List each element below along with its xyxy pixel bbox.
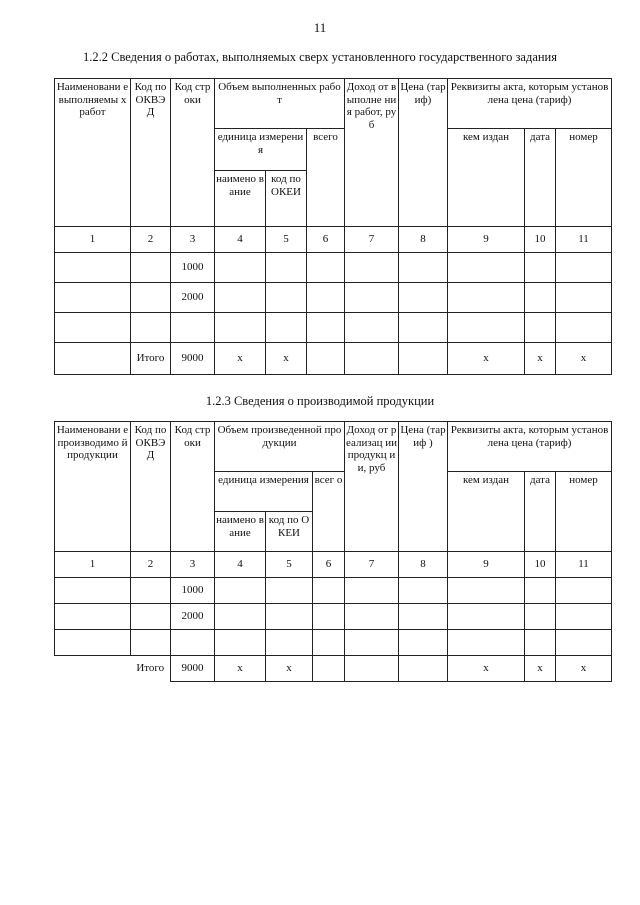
row-code: 1000 [171,578,215,604]
header-number: номер [556,129,612,227]
header-okved: Код по ОКВЭ Д [131,422,171,552]
col-number: 5 [266,227,307,253]
total-cell [307,343,345,375]
table-row [55,578,612,604]
table-row [55,283,612,313]
col-number: 1 [55,552,131,578]
header-income: Доход от выполне ния работ, руб [345,79,399,227]
header-product-name: Наименовани е производимо й продукции [55,422,131,552]
header-row-code: Код строки [171,422,215,552]
header-okved: Код по ОКВЭ Д [131,79,171,227]
row-code: 1000 [171,253,215,283]
header-volume: Объем произведенной продукции [215,422,345,472]
header-okei: код по ОКЕИ [266,171,307,227]
total-cell: x [266,656,313,682]
row-code: 2000 [171,283,215,313]
header-row-code: Код строки [171,79,215,227]
total-cell: x [215,656,266,682]
total-cell [313,656,345,682]
total-cell: x [525,343,556,375]
header-issued-by: кем издан [448,129,525,227]
col-number: 2 [131,552,171,578]
total-cell: x [556,343,612,375]
header-volume: Объем выполненных работ [215,79,345,129]
col-number: 9 [448,552,525,578]
total-row [55,656,612,682]
col-number: 7 [345,552,399,578]
col-number: 8 [399,227,448,253]
header-unit: единица измерения [215,129,307,171]
section-title-products: 1.2.3 Сведения о производимой продукции [205,394,435,408]
section-title-works: 1.2.2 Сведения о работах, выполняемых сверх установленного государственного задания [82,50,557,64]
header-date: дата [525,472,556,552]
column-numbers-row [55,227,612,253]
total-cell: x [266,343,307,375]
col-number: 1 [55,227,131,253]
header-total: всего [307,129,345,227]
col-number: 9 [448,227,525,253]
total-label: Итого [136,662,165,675]
col-number: 8 [399,552,448,578]
header-date: дата [525,129,556,227]
page-number: 11 [313,20,327,35]
column-numbers-row [55,552,612,578]
row-code [171,313,215,343]
header-unit-name: наимено вание [215,512,266,552]
header-price: Цена (тариф) [399,79,448,227]
total-cell: x [215,343,266,375]
col-number: 3 [171,227,215,253]
header-okei: код по ОКЕИ [266,512,313,552]
total-cell [345,343,399,375]
total-cell: x [525,656,556,682]
col-number: 4 [215,552,266,578]
works-table [54,78,612,375]
col-number: 6 [307,227,345,253]
row-code [171,630,215,656]
header-price: Цена (тариф ) [399,422,448,552]
header-act-details: Реквизиты акта, которым установлена цена (тариф) [448,422,612,472]
table-row [55,253,612,283]
header-act-details: Реквизиты акта, которым установлена цена (тариф) [448,79,612,129]
table-row [55,604,612,630]
col-number: 7 [345,227,399,253]
total-code: 9000 [171,343,215,375]
header-unit: единица измерения [215,472,313,512]
col-number: 11 [556,227,612,253]
total-cell [399,656,448,682]
total-cell: x [556,656,612,682]
total-cell: x [448,656,525,682]
total-row [55,343,612,375]
col-number: 5 [266,552,313,578]
header-issued-by: кем издан [448,472,525,552]
total-label: Итого [131,343,171,375]
col-number: 10 [525,552,556,578]
col-number: 11 [556,552,612,578]
row-code: 2000 [171,604,215,630]
col-number: 2 [131,227,171,253]
col-number: 3 [171,552,215,578]
header-income: Доход от реализац ии продукц ии, руб [345,422,399,552]
table-row [55,313,612,343]
total-code: 9000 [171,656,215,682]
total-cell [399,343,448,375]
col-number: 6 [313,552,345,578]
table-row [55,630,612,656]
header-work-name: Наименовани е выполняемы х работ [55,79,131,227]
col-number: 4 [215,227,266,253]
header-total: всег о [313,472,345,552]
total-cell [345,656,399,682]
products-table [54,421,612,682]
header-number: номер [556,472,612,552]
header-unit-name: наимено вание [215,171,266,227]
total-cell: x [448,343,525,375]
col-number: 10 [525,227,556,253]
